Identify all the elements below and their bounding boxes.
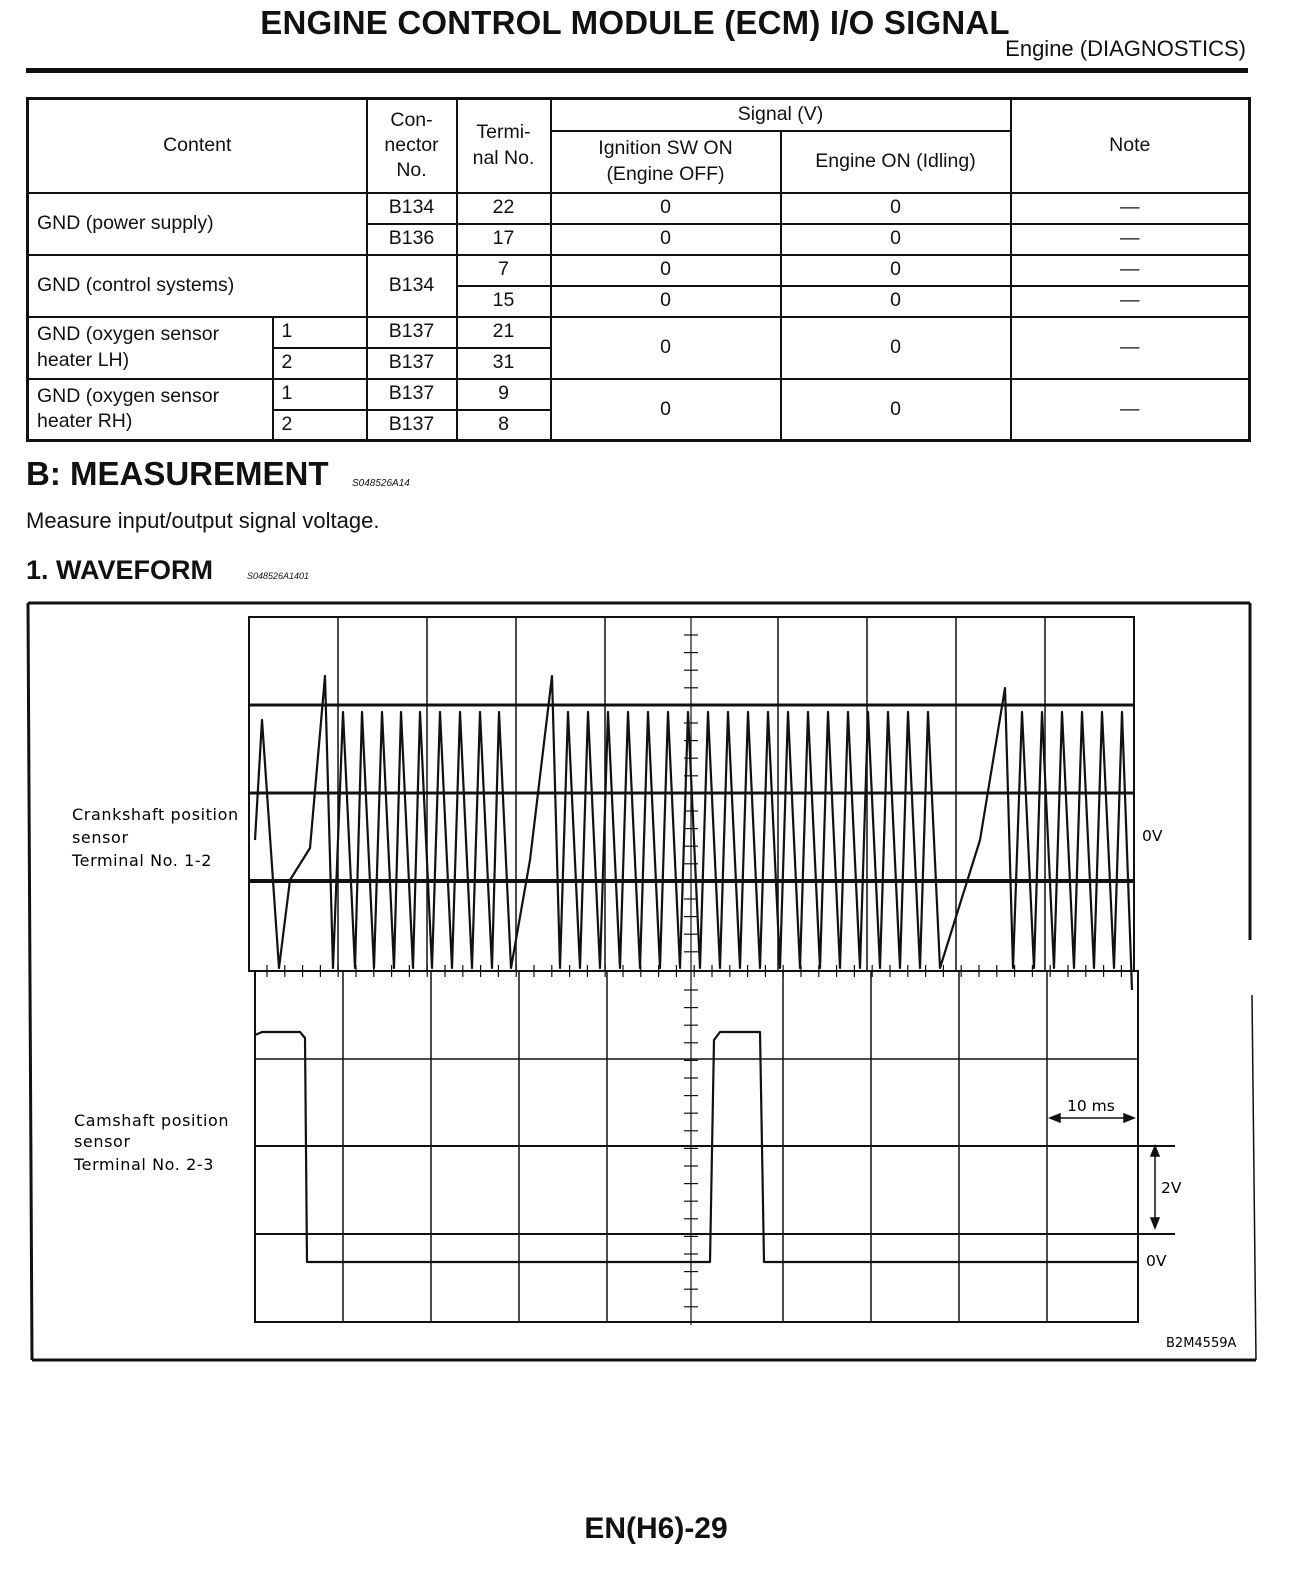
note-cell: —: [1011, 255, 1250, 286]
connector-cell: B137: [367, 379, 457, 410]
engine-on-cell: 0: [781, 379, 1011, 441]
engine-on-cell: 0: [781, 224, 1011, 255]
sub-cell: 1: [273, 379, 367, 410]
cam-zero-label: 0V: [1146, 1252, 1167, 1270]
engine-on-cell: 0: [781, 317, 1011, 379]
cam-label-line: Terminal No. 2-3: [74, 1155, 215, 1174]
header-content: Content: [28, 99, 367, 193]
header-connector: Con- nector No.: [367, 99, 457, 193]
volt-scale-arrow: [1151, 1146, 1159, 1228]
note-cell: —: [1011, 224, 1250, 255]
section-code: S048526A14: [352, 478, 410, 489]
terminal-cell: 15: [457, 286, 551, 317]
terminal-cell: 22: [457, 193, 551, 224]
terminal-cell: 8: [457, 410, 551, 441]
connector-cell: B134: [367, 255, 457, 317]
connector-cell: B134: [367, 193, 457, 224]
sub-heading: 1. WAVEFORM: [26, 555, 214, 585]
time-scale-label: 10 ms: [1067, 1097, 1115, 1115]
crank-label-line: sensor: [72, 828, 129, 847]
volt-scale-label: 2V: [1161, 1179, 1182, 1197]
content-cell: GND (oxygen sensor heater LH): [28, 317, 273, 379]
terminal-cell: 17: [457, 224, 551, 255]
ignition-cell: 0: [551, 379, 781, 441]
note-cell: —: [1011, 379, 1250, 441]
page-subtitle: Engine (DIAGNOSTICS): [1005, 36, 1246, 61]
ignition-cell: 0: [551, 317, 781, 379]
terminal-cell: 31: [457, 348, 551, 379]
terminal-cell: 9: [457, 379, 551, 410]
note-cell: —: [1011, 193, 1250, 224]
connector-cell: B137: [367, 317, 457, 348]
header-signal: Signal (V): [551, 99, 1011, 131]
sub-cell: 1: [273, 317, 367, 348]
connector-cell: B137: [367, 410, 457, 441]
ignition-cell: 0: [551, 286, 781, 317]
connector-cell: B136: [367, 224, 457, 255]
section-heading: B: MEASUREMENT: [26, 455, 329, 492]
page-number: EN(H6)-29: [584, 1512, 728, 1545]
connector-cell: B137: [367, 348, 457, 379]
sub-cell: 2: [273, 410, 367, 441]
time-scale-arrow: [1050, 1114, 1134, 1122]
crank-label-line: Terminal No. 1-2: [72, 851, 213, 870]
header-terminal: Termi- nal No.: [457, 99, 551, 193]
header-ignition: Ignition SW ON (Engine OFF): [551, 131, 781, 193]
content-cell: GND (control systems): [28, 255, 367, 317]
engine-on-cell: 0: [781, 193, 1011, 224]
figure-id: B2M4559A: [1166, 1336, 1237, 1351]
content-cell: GND (oxygen sensor heater RH): [28, 379, 273, 441]
ignition-cell: 0: [551, 224, 781, 255]
cam-scope-grid: [255, 971, 1175, 1322]
cam-label-line: sensor: [74, 1132, 131, 1151]
ignition-cell: 0: [551, 255, 781, 286]
terminal-cell: 7: [457, 255, 551, 286]
sub-heading-code: S048526A1401: [247, 571, 310, 581]
engine-on-cell: 0: [781, 255, 1011, 286]
page-title: ENGINE CONTROL MODULE (ECM) I/O SIGNAL: [260, 4, 1010, 41]
note-cell: —: [1011, 317, 1250, 379]
cam-label-line: Camshaft position: [74, 1111, 230, 1130]
content-cell: GND (power supply): [28, 193, 367, 255]
terminal-cell: 21: [457, 317, 551, 348]
figure-frame: [28, 603, 1256, 1360]
crank-zero-label: 0V: [1142, 827, 1163, 845]
note-cell: —: [1011, 286, 1250, 317]
sub-cell: 2: [273, 348, 367, 379]
engine-on-cell: 0: [781, 286, 1011, 317]
ignition-cell: 0: [551, 193, 781, 224]
header-note: Note: [1011, 99, 1250, 193]
crank-label-line: Crankshaft position: [72, 805, 239, 824]
section-intro: Measure input/output signal voltage.: [26, 508, 380, 533]
header-engine-on: Engine ON (Idling): [781, 131, 1011, 193]
